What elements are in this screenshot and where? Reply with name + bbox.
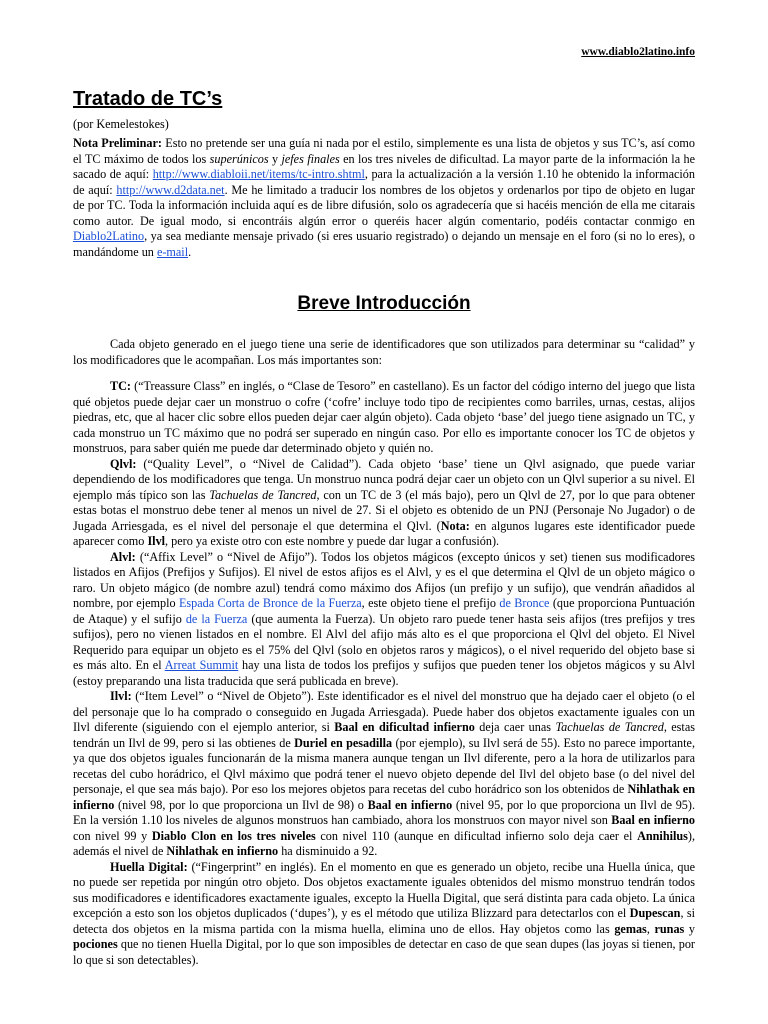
note-text: , para la actualización a la versión 1.10 he obtenido la información de aquí: bbox=[73, 167, 695, 197]
note-italic: superúnicos bbox=[209, 151, 269, 166]
note-text: , ya sea mediante mensaje privado (si eres usuario registrado) o dejando un mensaje en el foro (si no lo eres), o mandándome un bbox=[73, 229, 695, 259]
author-byline: (por Kemelestokes) bbox=[73, 117, 169, 131]
alvl-text: (“Affix Level” o “Nivel de Afijo”). Todos los objetos mágicos (excepto únicos y set) tienen sus modificadores listados en Afijos (Prefijos y Sufijos). El nivel de estos afijos es el Alvl, y es el que determina el Qlvl de un objeto mágico o raro. Un objeto mágico (de nombre azul) tendrá como máximo dos Afijos (un prefijo y un sufijo), que vendrán añadidos al nombre, por ejemplo bbox=[73, 549, 695, 610]
ilvl-text: (nivel 95, por lo que proporciona un Ilvl de 95). En la versión 1.10 los niveles de algunos monstruos han cambiado, ahora los monstruos con mayor nivel son bbox=[73, 797, 695, 827]
ilvl-text: , estas tendrán un Ilvl de 99, pero si las obtienes de bbox=[73, 720, 695, 750]
suffix-name: de la Fuerza bbox=[185, 611, 248, 626]
ilvl-text: (“Item Level” o “Nivel de Objeto”). Este identificador es el nivel del monstruo que ha dejado caer el objeto (o el del personaje que lo ha comprado o conseguido en Jugada Arriesgada). Puede haber dos objetos exactamente iguales con un Ilvl diferente (siguiendo con el ejemplo anterior, si bbox=[73, 689, 695, 734]
qlvl-bold: Nota: bbox=[440, 518, 470, 533]
huella-bold: pociones bbox=[73, 937, 118, 951]
qlvl-text: , con un TC de 3 (el más bajo), pero un Qlvl de 27, por lo que para obtener estas botas el monstruo debe tener al menos un nivel de 27. Si el objeto es obtenido de un PNJ (Personaje No Jugador) o de Jugada Arriesgada, es el nivel del personaje el que determina el Qlvl. ( bbox=[73, 487, 695, 533]
huella-text: y bbox=[684, 921, 696, 936]
alvl-text: (que aumenta la Fuerza). Un objeto raro puede tener hasta seis afijos (tres prefijos y tres sufijos), pero no vienen listados en el nombre. El Alvl del afijo más alto es el que proporciona el Qlvl del objeto. El Nivel Requerido para equipar un objeto es el 75% del Qlvl (solo en objetos raros y mágicos), o el nivel requerido del objeto base si es más alto. En el bbox=[73, 611, 695, 672]
huella-text: que no tienen Huella Digital, por lo que son imposibles de detectar en caso de que sean dupes (las joyas si tienen, por lo que si son detectables). bbox=[73, 937, 695, 967]
intro-paragraph: Cada objeto generado en el juego tiene una serie de identificadores que son utilizados para determinar su “calidad” y los modificadores que le acompañan. Los más importantes son: bbox=[73, 337, 695, 367]
huella-label: Huella Digital: bbox=[110, 859, 188, 874]
document-title: Tratado de TC’s bbox=[73, 88, 223, 110]
ilvl-bold: Baal en infierno bbox=[611, 813, 695, 827]
alvl-text: (que proporciona Puntuación de Ataque) y el sufijo bbox=[73, 596, 695, 626]
preliminary-note bbox=[73, 136, 695, 260]
magic-item-name: Espada Corta de Bronce de la Fuerza bbox=[178, 596, 362, 610]
ilvl-label: Ilvl: bbox=[110, 689, 132, 703]
qlvl-text: en algunos lugares este identificador puede aparecer como bbox=[73, 518, 695, 548]
qlvl-text: (“Quality Level”, o “Nivel de Calidad”). Cada objeto ‘base’ tiene un Qlvl asignado, que puede variar dependiendo de los modificadores que tenga. Un monstruo nunca podrá dejar caer un objeto con un Qlvl superior a su nivel. El ejemplo más típico son las bbox=[73, 456, 695, 502]
tc-label: TC: bbox=[110, 379, 131, 393]
tc-text: (“Treassure Class” en inglés, o “Clase de Tesoro” en castellano). Es un factor del código interno del juego que lista qué objetos puede dejar caer un monstruo o cofre (‘cofre’ incluye todo tipo de recipientes como barriles, urnas, cestas, alijos piedras, etc, que al hacer clic sobre ellos pueden dejar caer algún objeto). Cada objeto ‘base’ del juego tiene asignado un TC, y cada monstruo un TC máximo que no podrá ser superado en ningún caso. Por ello es importante conocer los TC de objetos y monstruos, para saber quién me puede dar determinado objeto y quién no. bbox=[73, 379, 695, 455]
ilvl-text: (nivel 98, por lo que proporciona un Ilvl de 98) o bbox=[114, 797, 368, 812]
diabloii-link[interactable]: http://www.diabloii.net/items/tc-intro.shtml bbox=[152, 167, 365, 181]
ilvl-text: deja caer unas bbox=[474, 720, 556, 734]
ilvl-bold: Nihlathak en infierno bbox=[73, 782, 695, 812]
note-text: en los tres niveles de dificultad. La mayor parte de la información la he sacado de aquí: bbox=[73, 151, 696, 181]
ilvl-text: ), además el nivel de bbox=[73, 828, 696, 858]
note-text: y bbox=[268, 151, 282, 166]
ilvl-bold: Annihilus bbox=[637, 828, 688, 843]
qlvl-definition bbox=[73, 457, 695, 550]
section-heading: Breve Introducción bbox=[297, 293, 471, 314]
alvl-text: , este objeto tiene el prefijo bbox=[361, 596, 500, 610]
qlvl-italic: Tachuelas de Tancred bbox=[209, 487, 317, 502]
ilvl-text: con nivel 110 (aunque en dificultad infierno solo deja caer el bbox=[315, 828, 638, 843]
huella-definition bbox=[73, 860, 695, 969]
qlvl-label: Qlvl: bbox=[110, 456, 137, 471]
tc-definition bbox=[73, 379, 695, 457]
ilvl-text: (por ejemplo), su Ilvl será de 55). Esto no parece importante, ya que dos objetos iguales funcionarán de la misma manera aunque tengan un Ilvl diferente, pero a la hora de utilizarlos para recetas del cubo horádrico, el Qlvl máximo que podrá tener el nuevo objeto depende del Ilvl del objeto base (o del nivel del personaje, el que sea más bajo). Por eso los mejores objetos para recetas del cubo horádrico son los obtenidos de bbox=[73, 735, 695, 796]
ilvl-bold: Baal en infierno bbox=[367, 797, 453, 812]
ilvl-text: ha disminuido a 92. bbox=[278, 844, 378, 858]
qlvl-bold: Ilvl bbox=[147, 534, 166, 548]
email-link[interactable]: e-mail bbox=[156, 244, 189, 259]
d2data-link[interactable]: http://www.d2data.net bbox=[116, 182, 225, 197]
site-url[interactable]: www.diablo2latino.info bbox=[581, 46, 695, 58]
ilvl-bold: Duriel en pesadilla bbox=[294, 735, 393, 750]
alvl-definition bbox=[73, 550, 695, 690]
qlvl-text: , pero ya existe otro con este nombre y puede dar lugar a confusión). bbox=[165, 534, 500, 548]
note-text: Esto no pretende ser una guía ni nada por el estilo, simplemente es una lista de objetos y sus TC’s, así como el TC máximo de todos los bbox=[73, 136, 695, 166]
definitions bbox=[73, 379, 695, 968]
note-text: . Me he limitado a traducir los nombres de los objetos y ordenarlos por tipo de objeto en lugar de por TC. Toda la información incluida aquí es de libre difusión, solo os agradecería que si hacéis mención de ella me citarais como autor. De igual modo, si encontráis algún error o queréis hacer algún comentario, podéis contactar conmigo en bbox=[73, 182, 695, 228]
huella-text: , bbox=[646, 921, 655, 936]
note-italic: jefes finales bbox=[281, 151, 340, 166]
huella-bold: gemas bbox=[614, 921, 647, 936]
huella-text: (“Fingerprint” en inglés). En el momento en que es generado un objeto, recibe una Huella única, que no puede ser repetida por ningún otro objeto. Dos objetos exactamente iguales obtenidos del mismo monstruo tendrán todos sus modificadores e identificadores exactamente iguales, excepto la Huella Digital, que será distinta para cada objeto. La única excepción a esto son los objetos duplicados (‘dupes’), y es el método que utiliza Blizzard para detectarlos con el bbox=[73, 859, 695, 920]
ilvl-bold: Nihlathak en infierno bbox=[166, 844, 279, 858]
ilvl-bold: Baal en dificultad infierno bbox=[334, 720, 475, 734]
alvl-label: Alvl: bbox=[110, 549, 136, 564]
arreat-summit-link[interactable]: Arreat Summit bbox=[164, 658, 239, 672]
ilvl-text: con nivel 99 y bbox=[73, 828, 152, 843]
diablo2latino-link[interactable]: Diablo2Latino bbox=[73, 229, 145, 243]
ilvl-definition bbox=[73, 689, 695, 860]
huella-bold: runas bbox=[654, 921, 685, 936]
huella-text: , si detecta dos objetos en la misma partida con la misma huella, elimina uno de ellos. Hay objetos como las bbox=[73, 906, 695, 936]
note-label: Nota Preliminar: bbox=[73, 136, 162, 150]
ilvl-italic: Tachuelas de Tancred bbox=[555, 720, 664, 734]
ilvl-bold: Diablo Clon en los tres niveles bbox=[151, 828, 316, 843]
note-text: . bbox=[188, 244, 192, 259]
huella-bold: Dupescan bbox=[629, 906, 681, 920]
prefix-name: de Bronce bbox=[499, 596, 550, 610]
alvl-text: hay una lista de todos los prefijos y sufijos que pueden tener los objetos mágicos y su Alvl (estoy preparando una lista traducida que será publicada en breve). bbox=[73, 658, 695, 688]
